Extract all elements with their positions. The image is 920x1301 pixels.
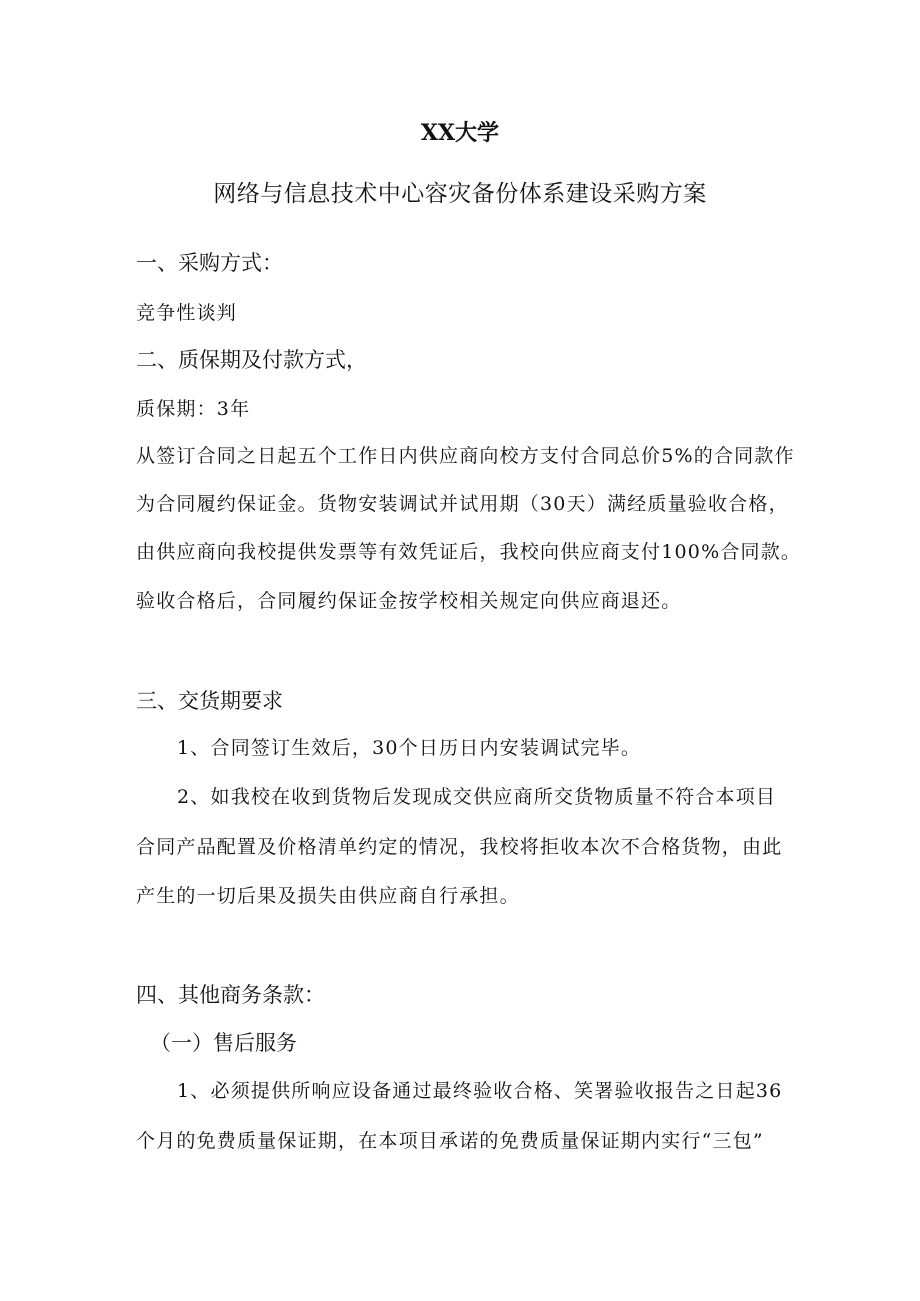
section-1-heading: 一、采购方式： bbox=[136, 251, 283, 275]
section-1-text: 竞争性谈判 bbox=[136, 302, 238, 324]
payment-line-3: 由供应商向我校提供发票等有效凭证后，我校向供应商支付100%合同款。 bbox=[136, 541, 802, 563]
delivery-item-1: 1、合同签订生效后，30个日历日内安装调试完毕。 bbox=[177, 737, 642, 759]
payment-line-1: 从签订合同之日起五个工作日内供应商向校方支付合同总价5%的合同款作 bbox=[136, 445, 795, 467]
warranty-text: 质保期：3年 bbox=[136, 398, 251, 420]
payment-line-4: 验收合格后，合同履约保证金按学校相关规定向供应商退还。 bbox=[136, 590, 682, 612]
payment-line-2: 为合同履约保证金。货物安装调试并试用期（30天）满经质量验收合格， bbox=[136, 493, 789, 515]
after-sales-item-1-line-1: 1、必须提供所响应设备通过最终验收合格、笑署验收报告之日起36 bbox=[177, 1080, 783, 1102]
section-4-heading: 四、其他商务条款： bbox=[136, 983, 325, 1007]
document-subtitle: 网络与信息技术中心容灾备份体系建设采购方案 bbox=[213, 181, 707, 207]
delivery-item-2-line-1: 2、如我校在收到货物后发现成交供应商所交货物质量不符合本项目 bbox=[177, 786, 777, 808]
section-2-heading: 二、质保期及付款方式， bbox=[136, 348, 367, 372]
section-3-heading: 三、交货期要求 bbox=[136, 689, 283, 713]
document-title: XX大学 bbox=[420, 120, 500, 146]
after-sales-item-1-line-2: 个月的免费质量保证期，在本项目承诺的免费质量保证期内实行“三包” bbox=[136, 1130, 764, 1152]
delivery-item-2-line-3: 产生的一切后果及损失由供应商自行承担。 bbox=[136, 885, 520, 907]
delivery-item-2-line-2: 合同产品配置及价格清单约定的情况，我校将拒收本次不合格货物，由此 bbox=[136, 836, 783, 858]
after-sales-heading: （一）售后服务 bbox=[150, 1031, 297, 1055]
